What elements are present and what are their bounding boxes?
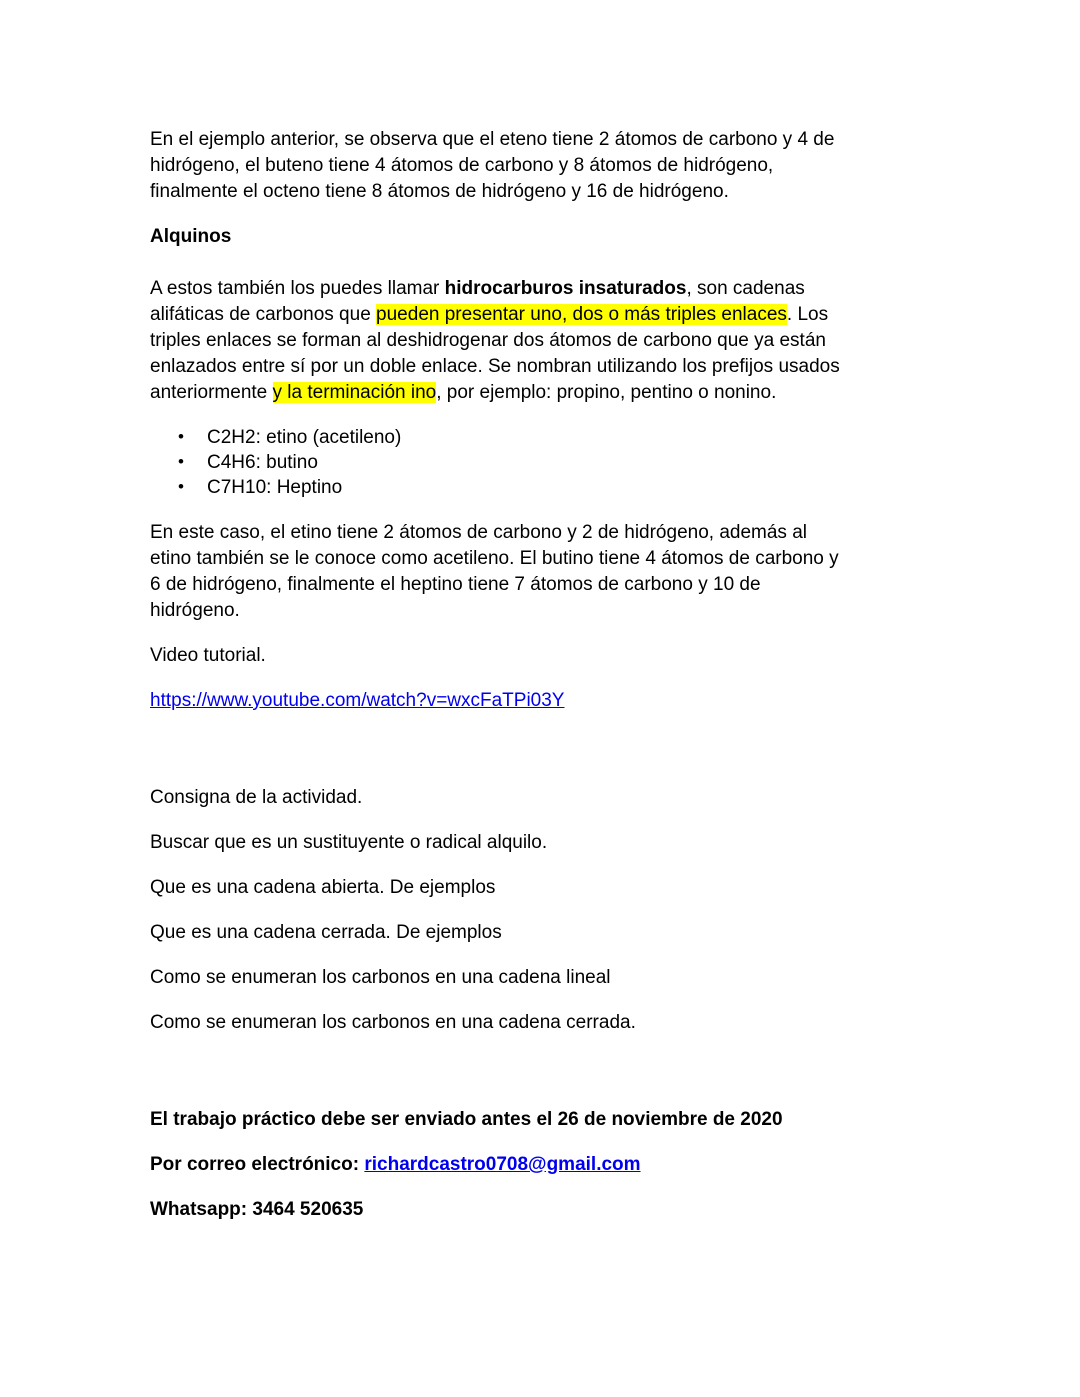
activity-item-closed-chain bbox=[150, 920, 930, 946]
text-line bbox=[150, 153, 930, 179]
text-run: En el ejemplo anterior, se observa que el eteno tiene 2 átomos de carbono y 4 de bbox=[150, 129, 835, 150]
youtube-link[interactable]: https://www.youtube.com/watch?v=wxcFaTPi03Y bbox=[150, 690, 565, 711]
alkyne-examples-list bbox=[150, 425, 930, 500]
text-run: Buscar que es un sustituyente o radical alquilo. bbox=[150, 832, 548, 853]
text-run: Como se enumeran los carbonos en una cadena cerrada. bbox=[150, 1012, 636, 1033]
text-line bbox=[150, 572, 930, 598]
whatsapp-paragraph bbox=[150, 1197, 930, 1223]
bullet-icon: • bbox=[178, 477, 184, 496]
text-run: hidrógeno, el buteno tiene 4 átomos de carbono y 8 átomos de hidrógeno, bbox=[150, 155, 774, 176]
text-run: hidrocarburos insaturados bbox=[444, 278, 687, 299]
text-run: Whatsapp: 3464 520635 bbox=[150, 1199, 364, 1220]
text-run: El trabajo práctico debe ser enviado antes el 26 de noviembre de 2020 bbox=[150, 1109, 783, 1130]
text-line bbox=[150, 179, 930, 205]
bullet-icon: • bbox=[178, 452, 184, 471]
text-line bbox=[150, 965, 930, 991]
text-run: hidrógeno. bbox=[150, 600, 240, 621]
text-line bbox=[150, 127, 930, 153]
text-line bbox=[150, 302, 930, 328]
text-run: enlazados entre sí por un doble enlace. Se nombran utilizando los prefijos usados bbox=[150, 356, 840, 377]
video-link-paragraph bbox=[150, 688, 930, 714]
intro-paragraph bbox=[150, 127, 930, 205]
document-body bbox=[150, 127, 930, 1223]
list-item bbox=[150, 475, 930, 500]
text-run: En este caso, el etino tiene 2 átomos de carbono y 2 de hidrógeno, además al bbox=[150, 522, 807, 543]
text-run: Como se enumeran los carbonos en una cadena lineal bbox=[150, 967, 611, 988]
text-run: , por ejemplo: propino, pentino o nonino. bbox=[436, 382, 777, 403]
text-run: finalmente el octeno tiene 8 átomos de hidrógeno y 16 de hidrógeno. bbox=[150, 181, 729, 202]
text-line bbox=[150, 276, 930, 302]
text-line bbox=[150, 1197, 930, 1223]
bullet-icon: • bbox=[178, 427, 184, 446]
text-run: triples enlaces se forman al deshidrogenar dos átomos de carbono que ya están bbox=[150, 330, 826, 351]
case-explanation-paragraph bbox=[150, 520, 930, 624]
text-line bbox=[150, 1010, 930, 1036]
text-run: 6 de hidrógeno, finalmente el heptino tiene 7 átomos de carbono y 10 de bbox=[150, 574, 761, 595]
text-run: etino también se le conoce como acetileno. El butino tiene 4 átomos de carbono y bbox=[150, 548, 839, 569]
deadline-paragraph bbox=[150, 1107, 930, 1133]
text-run: . Los bbox=[786, 304, 829, 325]
text-line bbox=[150, 643, 930, 669]
list-item-label: C4H6: butino bbox=[207, 452, 318, 473]
list-item-label: C7H10: Heptino bbox=[207, 477, 343, 498]
activity-item-closed-numbering bbox=[150, 1010, 930, 1036]
text-line bbox=[150, 380, 930, 406]
text-run: alifáticas de carbonos que bbox=[150, 304, 377, 325]
text-run: Por correo electrónico: bbox=[150, 1154, 365, 1175]
text-run: , son cadenas bbox=[686, 278, 805, 299]
list-item bbox=[150, 450, 930, 475]
email-link[interactable]: richardcastro0708@gmail.com bbox=[364, 1154, 641, 1175]
blank-line-1 bbox=[150, 733, 930, 759]
text-line bbox=[150, 1107, 930, 1133]
highlighted-text: pueden presentar uno, dos o más triples enlaces bbox=[376, 304, 787, 325]
list-item bbox=[150, 425, 930, 450]
text-line bbox=[150, 785, 930, 811]
activity-item-open-chain bbox=[150, 875, 930, 901]
text-line bbox=[150, 1152, 930, 1178]
text-line bbox=[150, 920, 930, 946]
text-run: Consigna de la actividad. bbox=[150, 787, 363, 808]
list-item-label: C2H2: etino (acetileno) bbox=[207, 427, 402, 448]
video-tutorial-label bbox=[150, 643, 930, 669]
text-run: A estos también los puedes llamar bbox=[150, 278, 445, 299]
text-run: Video tutorial. bbox=[150, 645, 266, 666]
activity-item-linear-numbering bbox=[150, 965, 930, 991]
highlighted-text: y la terminación ino bbox=[272, 382, 437, 403]
text-line bbox=[150, 688, 930, 714]
text-line bbox=[150, 598, 930, 624]
text-line bbox=[150, 830, 930, 856]
text-line bbox=[150, 520, 930, 546]
alquinos-heading: Alquinos bbox=[150, 226, 232, 247]
activity-heading-paragraph bbox=[150, 785, 930, 811]
alquinos-description-paragraph bbox=[150, 276, 930, 406]
blank-line-2 bbox=[150, 1055, 930, 1081]
text-line bbox=[150, 328, 930, 354]
email-paragraph bbox=[150, 1152, 930, 1178]
text-line bbox=[150, 546, 930, 572]
text-run: Que es una cadena cerrada. De ejemplos bbox=[150, 922, 502, 943]
text-run: anteriormente bbox=[150, 382, 273, 403]
text-line bbox=[150, 875, 930, 901]
activity-item-substituent bbox=[150, 830, 930, 856]
text-run: Que es una cadena abierta. De ejemplos bbox=[150, 877, 496, 898]
text-line bbox=[150, 354, 930, 380]
